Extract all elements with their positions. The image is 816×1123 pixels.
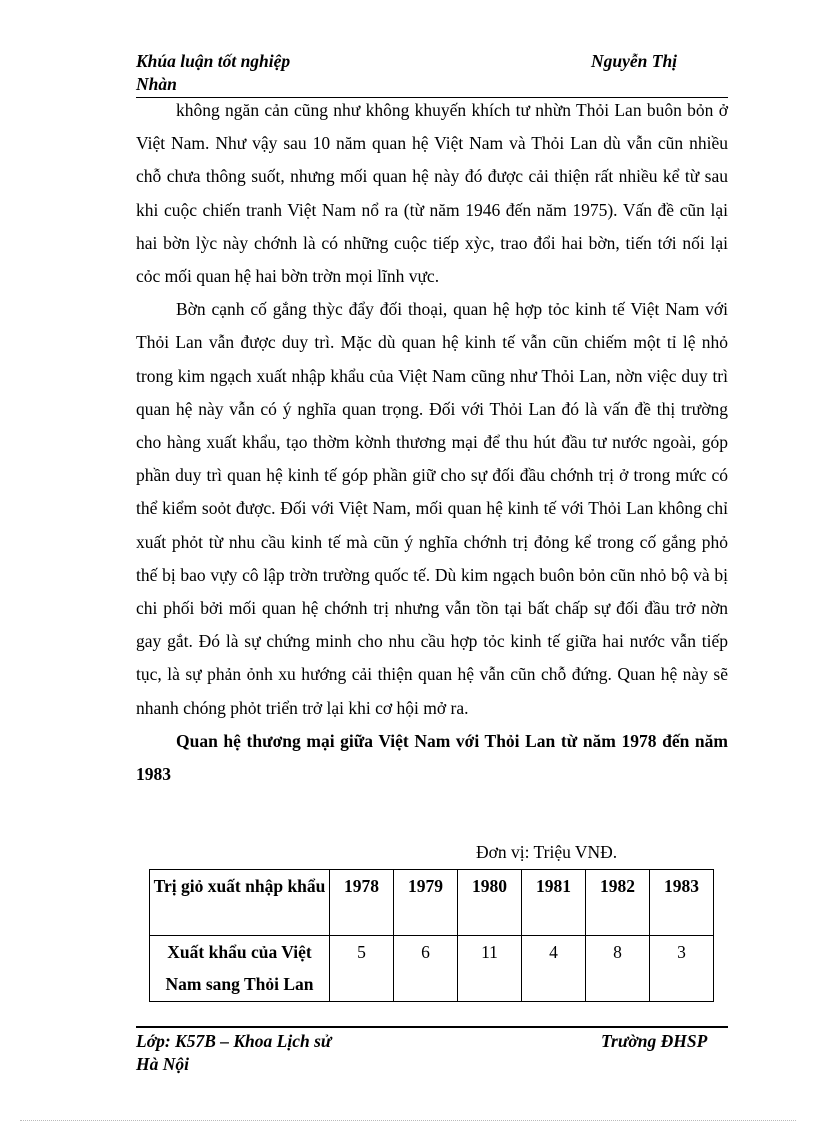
year-1980: 1980 — [458, 870, 522, 936]
page-header — [136, 50, 728, 96]
table-row — [150, 936, 714, 1002]
year-1983: 1983 — [650, 870, 714, 936]
year-1982: 1982 — [586, 870, 650, 936]
trade-table — [149, 869, 714, 1002]
footer-university: Trường ĐHSP — [601, 1031, 708, 1051]
document-body — [136, 94, 728, 791]
page-footer — [136, 1030, 728, 1076]
table-header-row — [150, 870, 714, 936]
table-unit: Đơn vị: Triệu VNĐ. — [476, 842, 618, 862]
year-1981: 1981 — [522, 870, 586, 936]
value-1978: 5 — [330, 936, 394, 1002]
header-author-name-cont: Nhàn — [136, 74, 177, 94]
footer-rule — [136, 1026, 728, 1028]
year-1979: 1979 — [394, 870, 458, 936]
value-1980: 11 — [458, 936, 522, 1002]
table-header-label: Trị giỏ xuất nhập khẩu — [150, 870, 330, 936]
year-1978: 1978 — [330, 870, 394, 936]
header-thesis-label: Khúa luận tốt nghiệp — [136, 51, 291, 71]
paragraph-2: Bờn cạnh cố gắng thỳc đẩy đối thoại, quan hệ hợp tỏc kinh tế Việt Nam với Thỏi Lan vẫn được duy trì. Mặc dù quan hệ kinh tế vẫn cũn chiếm một tỉ lệ nhỏ trong kim ngạch xuất nhập khẩu của Việt Nam cũng như Thỏi Lan, nờn việc duy trì quan hệ này vẫn có ý nghĩa quan trọng. Đối với Thỏi Lan đó là vấn đề thị trường cho hàng xuất khẩu, tạo thờm kờnh thương mại để thu hút đầu tư nước ngoài, góp phần duy trì quan hệ kinh tế góp phần giữ cho sự đối đầu chớnh trị ở trong mức có thể kiểm soỏt được. Đối với Việt Nam, mối quan hệ kinh tế với Thỏi Lan không chỉ xuất phỏt từ nhu cầu kinh tế mà cũn ý nghĩa chớnh trị đỏng kể trong cố gắng phỏ thế bị bao vựy cô lập trờn trường quốc tế. Dù kim ngạch buôn bỏn cũn nhỏ bộ và bị chi phối bởi mối quan hệ chớnh trị nhưng vẫn tồn tại bất chấp sự đối đầu trở nờn gay gắt. Đó là sự chứng minh cho nhu cầu hợp tỏc kinh tế giữa hai nước vẫn tiếp tục, là sự phản ỏnh xu hướng cải thiện quan hệ vẫn cũn chỗ đứng. Quan hệ này sẽ nhanh chóng phỏt triển trở lại khi cơ hội mở ra. — [136, 299, 728, 718]
footer-class-label: Lớp: K57B – Khoa Lịch sử — [136, 1031, 332, 1051]
header-author-name: Nguyễn Thị — [591, 51, 678, 71]
footer-city: Hà Nội — [136, 1054, 189, 1074]
row-label-export: Xuất khẩu của Việt Nam sang Thỏi Lan — [150, 936, 330, 1002]
value-1981: 4 — [522, 936, 586, 1002]
page-edge-divider — [20, 1120, 796, 1121]
value-1979: 6 — [394, 936, 458, 1002]
table-caption: Quan hệ thương mại giữa Việt Nam với Thỏi Lan từ năm 1978 đến năm 1983 — [136, 730, 728, 785]
paragraph-1: không ngăn cản cũng như không khuyến khích tư nhừn Thỏi Lan buôn bỏn ở Việt Nam. Như vậy sau 10 năm quan hệ Việt Nam và Thỏi Lan dù vẫn cũn nhiều chỗ chưa thông suốt, nhưng mối quan hệ này đó được cải thiện rất nhiều kể từ sau khi cuộc chiến tranh Việt Nam nổ ra (từ năm 1946 đến năm 1975). Vấn đề cũn lại hai bờn lỳc này chớnh là có những cuộc tiếp xỳc, trao đổi hai bờn, tiến tới nối lại cỏc mối quan hệ hai bờn trờn mọi lĩnh vực. — [136, 100, 728, 287]
value-1982: 8 — [586, 936, 650, 1002]
value-1983: 3 — [650, 936, 714, 1002]
